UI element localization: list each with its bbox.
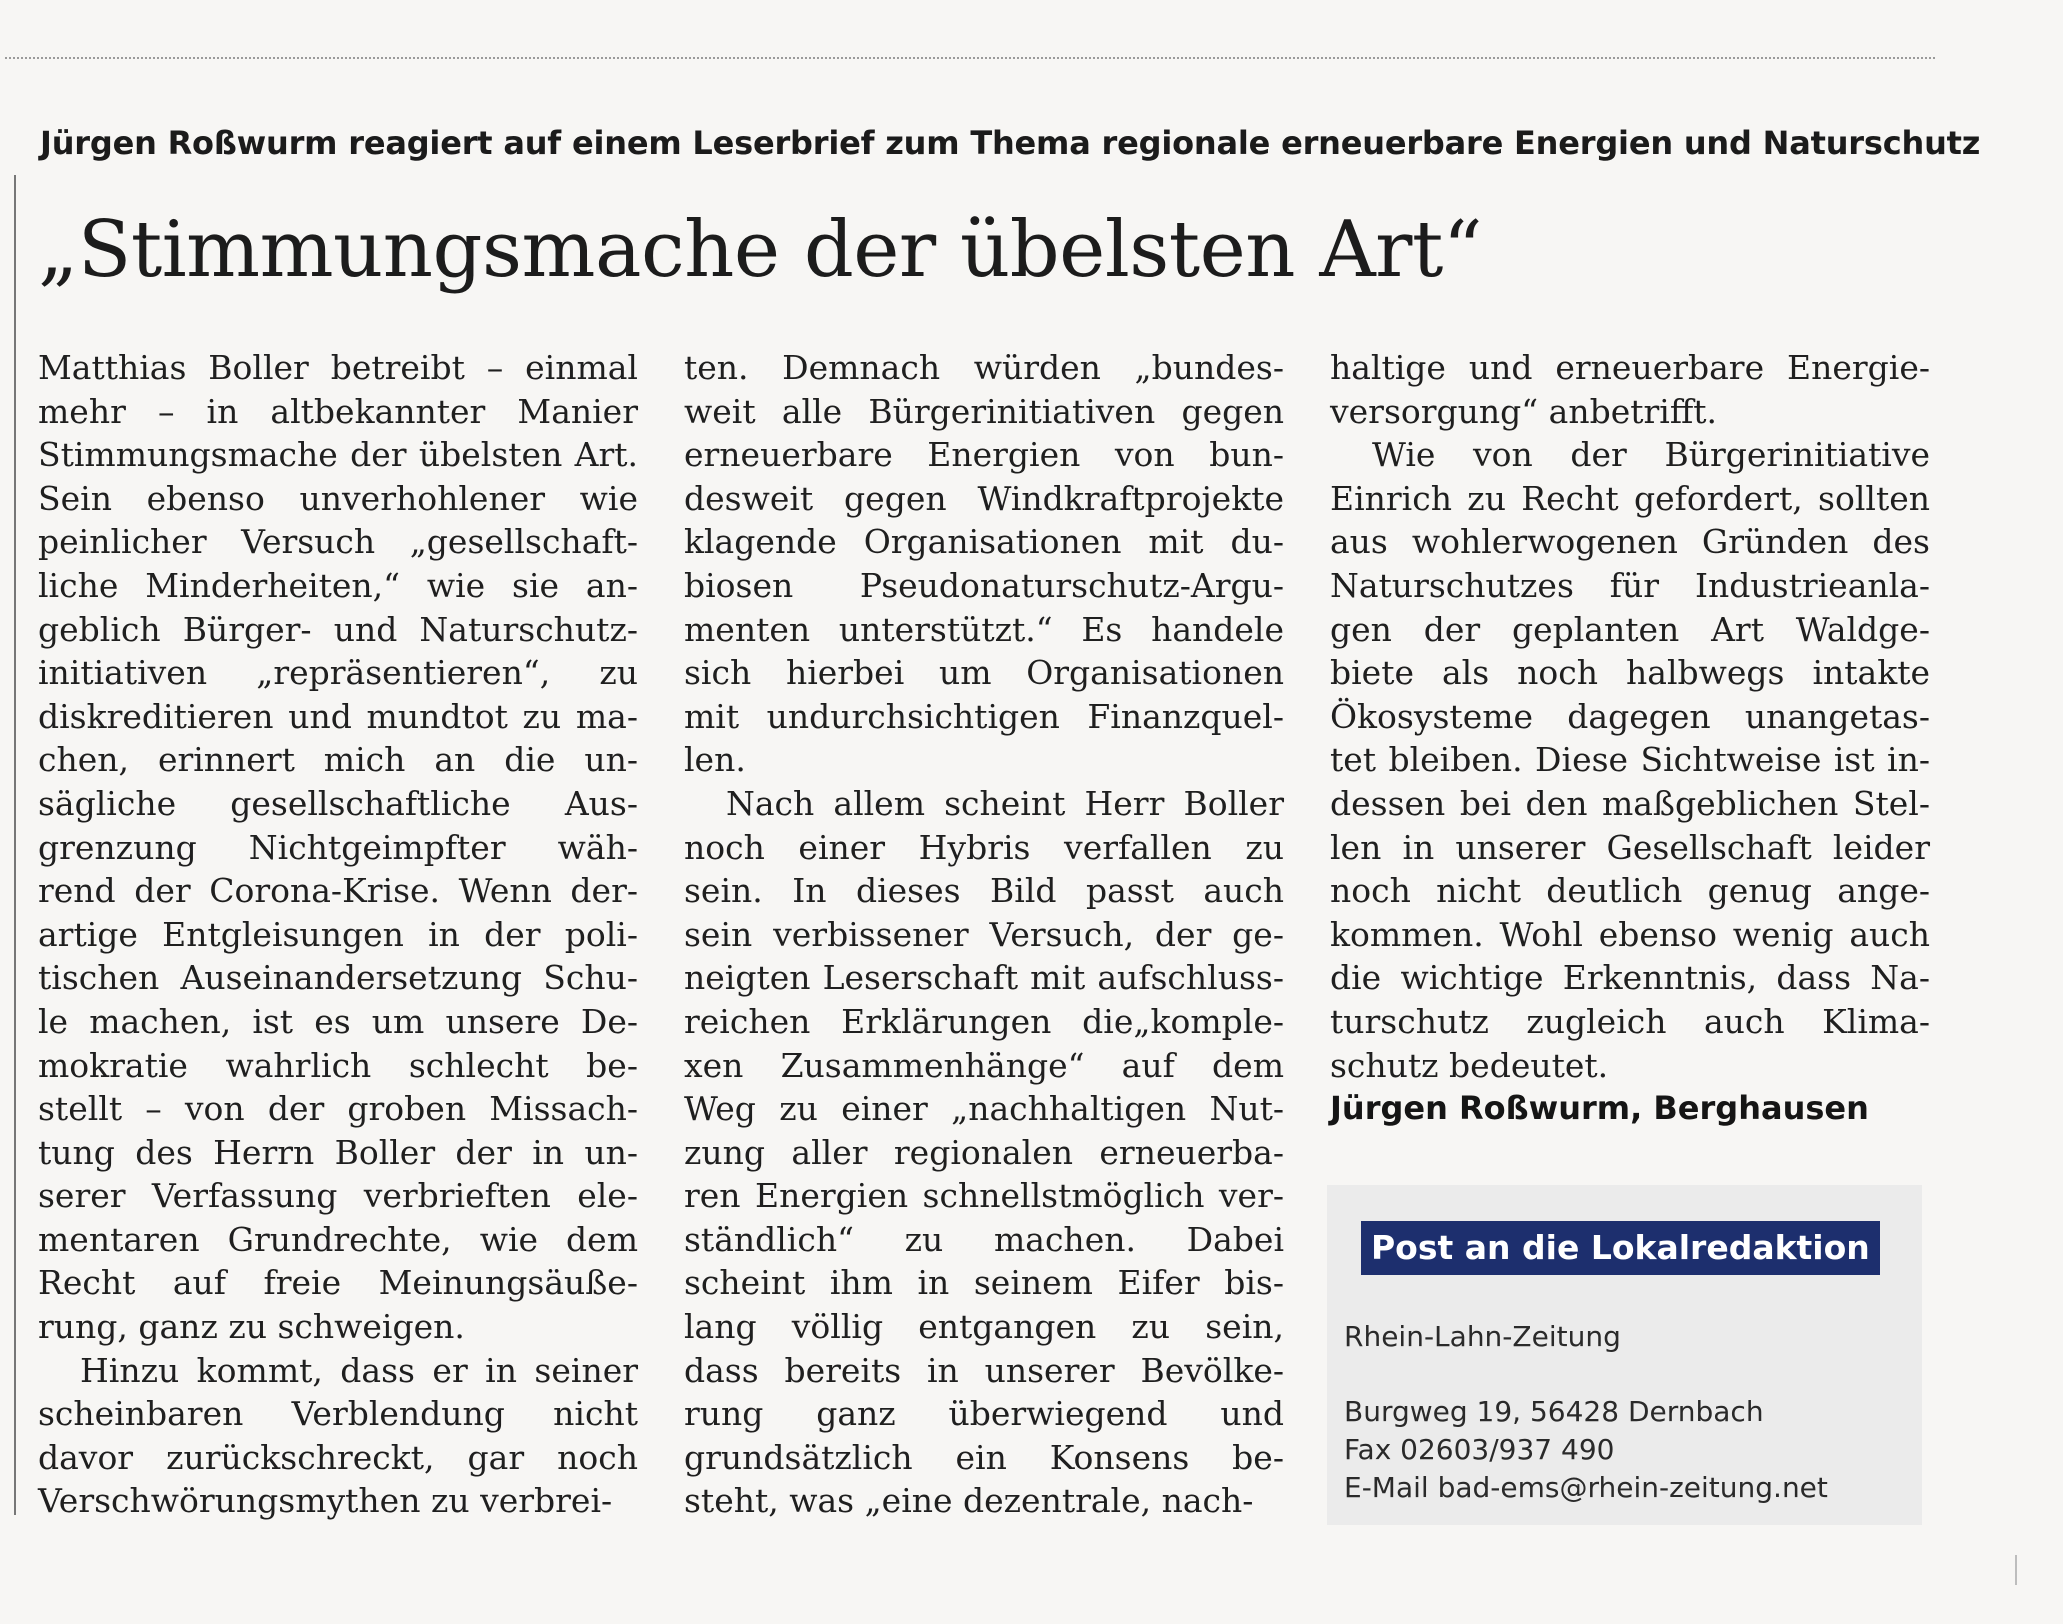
article-text-line: geblich Bürger- und Naturschutz-	[38, 609, 638, 649]
article-text-line: lang völlig entgangen zu sein,	[684, 1307, 1284, 1347]
article-text-line: sägliche gesellschaftliche Aus-	[38, 783, 638, 823]
article-text-line: sein. In dieses Bild passt auch	[684, 871, 1284, 911]
article-text-line: rend der Corona-Krise. Wenn der-	[38, 871, 638, 911]
article-text-line: Wie von der Bürgerinitiative	[1372, 435, 1930, 475]
article-text-line: desweit gegen Windkraftprojekte	[684, 478, 1284, 518]
article-text-line: biosen Pseudonaturschutz-Argu-	[684, 565, 1284, 605]
article-text-line: Hinzu kommt, dass er in seiner	[80, 1350, 638, 1390]
article-text-line: Ökosysteme dagegen unangetas-	[1330, 696, 1930, 736]
article-text-line: Recht auf freie Meinungsäuße-	[38, 1263, 638, 1303]
article-text-line: grenzung Nichtgeimpfter wäh-	[38, 827, 638, 867]
article-text-line: mit undurchsichtigen Finanzquel-	[684, 696, 1284, 736]
article-text-line: noch einer Hybris verfallen zu	[684, 827, 1284, 867]
article-text-line: diskreditieren und mundtot zu ma-	[38, 696, 638, 736]
article-text-line: Verschwörungsmythen zu verbrei-	[38, 1481, 613, 1521]
article-text-line: zung aller regionalen erneuerba-	[684, 1132, 1284, 1172]
scan-edge-mark	[2015, 1555, 2017, 1585]
article-column-2	[684, 346, 1284, 1523]
fax-number: Fax 02603/937 490	[1344, 1433, 1615, 1466]
article-text-line: liche Minderheiten,“ wie sie an-	[38, 565, 638, 605]
article-text-line: Stimmungsmache der übelsten Art.	[38, 435, 638, 475]
article-text-line: dass bereits in unserer Bevölke-	[684, 1350, 1284, 1390]
newspaper-name: Rhein-Lahn-Zeitung	[1344, 1320, 1621, 1353]
article-text-line: neigten Leserschaft mit aufschluss-	[684, 958, 1284, 998]
article-text-line: steht, was „eine dezentrale, nach-	[684, 1481, 1254, 1521]
email-address[interactable]: E-Mail bad-ems@rhein-zeitung.net	[1344, 1471, 1828, 1504]
article-text-line: tung des Herrn Boller der in un-	[38, 1132, 638, 1172]
article-text-line: ständlich“ zu machen. Dabei	[684, 1219, 1284, 1259]
article-text-line: chen, erinnert mich an die un-	[38, 740, 638, 780]
article-text-line: weit alle Bürgerinitiativen gegen	[684, 391, 1284, 431]
article-text-line: noch nicht deutlich genug ange-	[1330, 871, 1930, 911]
article-text-line: le machen, ist es um unsere De-	[38, 1001, 638, 1041]
article-text-line: scheint ihm in seinem Eifer bis-	[684, 1263, 1284, 1303]
article-text-line: davor zurückschreckt, gar noch	[38, 1437, 638, 1477]
article-text-line: Weg zu einer „nachhaltigen Nut-	[684, 1089, 1284, 1129]
article-text-line: xen Zusammenhänge“ auf dem	[684, 1045, 1284, 1085]
article-text-line: menten unterstützt.“ Es handele	[684, 609, 1284, 649]
article-text-line: klagende Organisationen mit du-	[684, 522, 1284, 562]
article-text-line: schutz bedeutet.	[1330, 1045, 1609, 1085]
article-text-line: sich hierbei um Organisationen	[684, 653, 1284, 693]
article-text-line: serer Verfassung verbrieften ele-	[38, 1176, 638, 1216]
article-text-line: initiativen „repräsentieren“, zu	[38, 653, 638, 693]
article-text-line: len.	[684, 740, 746, 780]
article-text-line: biete als noch halbwegs intakte	[1330, 653, 1930, 693]
article-text-line: tet bleiben. Diese Sichtweise ist in-	[1330, 740, 1930, 780]
article-text-line: erneuerbare Energien von bun-	[684, 435, 1284, 475]
article-text-line: Matthias Boller betreibt – einmal	[38, 348, 638, 387]
article-text-line: ten. Demnach würden „bundes-	[684, 348, 1284, 387]
left-margin-rule	[14, 175, 16, 1515]
article-text-line: Einrich zu Recht gefordert, sollten	[1330, 478, 1930, 518]
article-text-line: tischen Auseinandersetzung Schu-	[38, 958, 638, 998]
article-column-3	[1330, 346, 1930, 1131]
article-text-line: Sein ebenso unverhohlener wie	[38, 478, 638, 518]
article-kicker: Jürgen Roßwurm reagiert auf einem Leserbrief zum Thema regionale erneuerbare Energien und Naturschutz	[40, 124, 1981, 162]
article-text-line: rung ganz überwiegend und	[684, 1394, 1284, 1434]
article-text-line: grundsätzlich ein Konsens be-	[684, 1437, 1284, 1477]
article-text-line: turschutz zugleich auch Klima-	[1330, 1001, 1930, 1041]
article-text-line: mokratie wahrlich schlecht be-	[38, 1045, 638, 1085]
article-text-line: mehr – in altbekannter Manier	[38, 391, 638, 431]
article-text-line: mentaren Grundrechte, wie dem	[38, 1219, 638, 1259]
article-text-line: kommen. Wohl ebenso wenig auch	[1330, 914, 1930, 954]
contact-infobox	[1327, 1185, 1922, 1525]
article-text-line: gen der geplanten Art Waldge-	[1330, 609, 1930, 649]
author-signature: Jürgen Roßwurm, Berghausen	[1330, 1089, 1869, 1128]
article-text-line: peinlicher Versuch „gesellschaft-	[38, 522, 638, 562]
article-text-line: Nach allem scheint Herr Boller	[726, 783, 1284, 823]
article-text-line: aus wohlerwogenen Gründen des	[1330, 522, 1930, 562]
article-text-line: reichen Erklärungen die„komple-	[684, 1001, 1284, 1041]
postal-address: Burgweg 19, 56428 Dernbach	[1344, 1395, 1764, 1428]
article-text-line: Naturschutzes für Industrieanla-	[1330, 565, 1930, 605]
article-text-line: haltige und erneuerbare Energie-	[1330, 348, 1930, 387]
article-text-line: artige Entgleisungen in der poli-	[38, 914, 638, 954]
top-dotted-rule	[5, 57, 1935, 59]
article-text-line: versorgung“ anbetrifft.	[1330, 391, 1718, 431]
article-text-line: stellt – von der groben Missach-	[38, 1089, 638, 1129]
article-headline: „Stimmungsmache der übelsten Art“	[38, 205, 1483, 295]
article-text-line: sein verbissener Versuch, der ge-	[684, 914, 1284, 954]
article-text-line: dessen bei den maßgeblichen Stel-	[1330, 783, 1930, 823]
article-text-line: ren Energien schnellstmöglich ver-	[684, 1176, 1284, 1216]
infobox-title: Post an die Lokalredaktion	[1361, 1221, 1880, 1275]
article-text-line: rung, ganz zu schweigen.	[38, 1307, 465, 1347]
article-column-1	[38, 346, 638, 1523]
article-text-line: scheinbaren Verblendung nicht	[38, 1394, 638, 1434]
article-text-line: len in unserer Gesellschaft leider	[1330, 827, 1930, 867]
article-text-line: die wichtige Erkenntnis, dass Na-	[1330, 958, 1930, 998]
